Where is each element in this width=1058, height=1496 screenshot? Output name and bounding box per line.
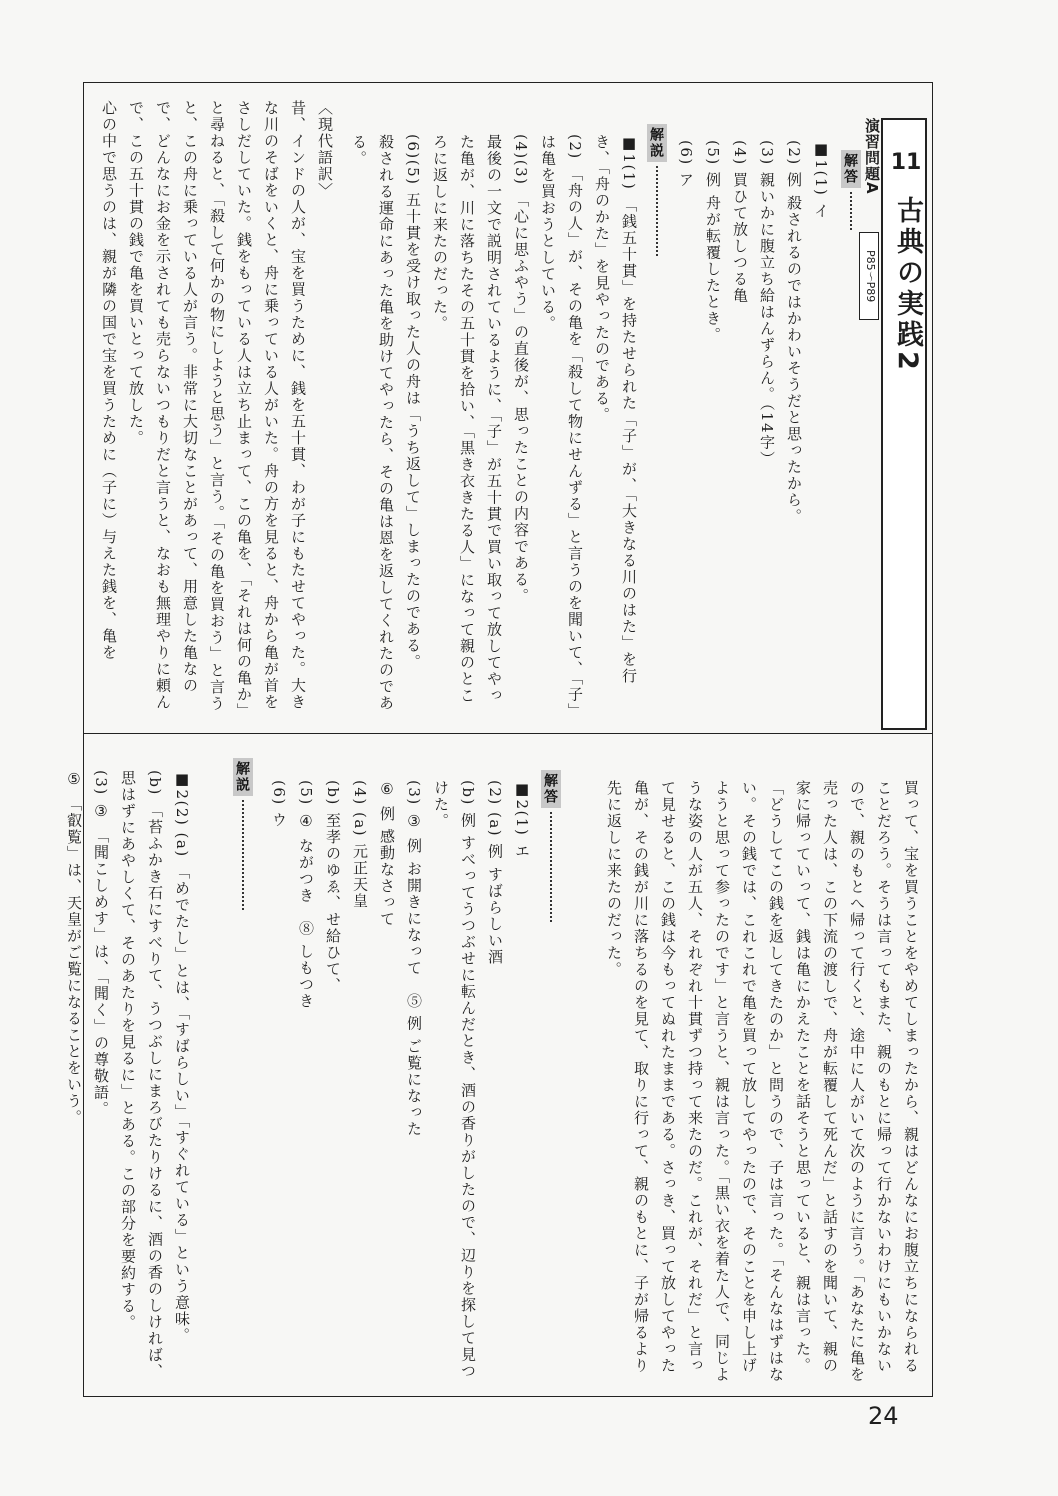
chapter-number: 11 xyxy=(890,150,922,175)
answer-label: 解答 xyxy=(841,150,861,188)
page-number: 24 xyxy=(868,1402,899,1430)
lower-commentary: ■2(2) (a) 「めでたし」とは、「すばらしい」「すぐれている」という意味。 (b) 「苔ふかき石にすべりて、うつぶしにまろびたりけるに、酒の香のしければ、思はずにあやしくて、そのあたりを見るに」とある。この部分を要約する。 (3) ③ 「聞こしめす」は、「聞く」の尊敬語。 ⑤ 「叡覧」は、天皇がご覧になることをいう。 xyxy=(65,770,191,1380)
commentary-label: 解説 xyxy=(647,124,667,162)
page-reference: P85～P89 xyxy=(859,232,879,320)
upper-commentary: ■1(1) 「銭五十貫」を持たせられた「子」が、「大きなる川のはた」を行き、「舟のかた」を見やったのである。 (2) 「舟の人」が、その亀を「殺して物にせんずる」と言うのを聞いて、「子」は亀を買おうとしている。 (4)(3) 「心に思ふやう」の直後が、思ったことの内容である。 最後の一文で説明されているように、「子」が五十貫で買い取って放してやった亀が、川に落ちたその五十貫を拾い、「黒き衣きたる人」になって親のところに返しに来たのだった。 (6)(5) 五十貫を受け取った人の舟は「うち返して」しまったのである。 殺される運命にあった亀を助けてやったら、その亀は恩を返してくれたのである。 xyxy=(350,134,638,713)
section-divider xyxy=(83,733,933,734)
upper-answers: ■1(1) イ (2) 例 殺されるのではかわいそうだと思ったから。 (3) 親いかに腹立ち給はんずらん。（14字） (4) 買ひて放しつる亀 (5) 例 舟が転覆したとき。 (6) ア xyxy=(677,140,830,525)
upper-translation: 〈現代語訳〉 昔、インドの人が、宝を買うために、銭を五十貫、わが子にもたせてやった。大きな川のそばをいくと、舟に乗っている人がいた。舟の方を見ると、舟から亀が首をさしだしていた。銭をもっている人は立ち止まって、この亀を、「それは何の亀か」と尋ねると、「殺して何かの物にしようと思う」と言う。「その亀を買おう」と言うと、この舟に乗っている人が言う。非常に大切なことがあって、用意した亀なので、どんなにお金を示されても売らないつもりだと言うと、なおも無理やりに頼んで、この五十貫の銭で亀を買いとって放した。 心の中で思うのは、親が隣の国で宝を買うために（子に）与えた銭を、亀を xyxy=(100,100,334,720)
answer-dots xyxy=(850,192,856,230)
commentary-label-2: 解説 xyxy=(233,758,253,796)
lower-translation: 買って、宝を買うことをやめてしまったから、親はどんなにお腹立ちになられることだろう。そうは言ってもまた、親のもとに帰って行かないわけにもいかないので、親のもとへ帰って行くと、途中に人がいて次のように言う。「あなたに亀を売った人は、この下流の渡しで、舟が転覆して死んだ」と話すのを聞いて、親の家に帰っていって、銭は亀にかえたことを話そうと思っていると、親は言った。「どうしてこの銭を返してきたのか」と問うので、子は言った。「そんなはずはない。その銭では、これこれで亀を買って放してやったので、そのことを申し上げようと思って参ったのです」と言うと、親は言った。「黒い衣を着た人で、同じような姿の人が五人、それぞれ十貫ずつ持って来たのだ。これが、それだ」と言って見せると、この銭は今もってぬれたままである。さっき、買って放してやった亀が、その銭が川に落ちるのを見て、取りに行って、親のもとに、子が帰るより先に返しに来たのだった。 xyxy=(605,780,920,1383)
section-heading: 演習問題A xyxy=(863,118,881,195)
lower-answers: ■2(1) エ (2) (a) 例 すばらしい酒 (b) 例 すべってうつぶせに転んだとき、酒の香りがしたので、辺りを探して見つけた。 (3) ③ 例 お開きになって ⑤ 例 ご覧になった ⑥ 例 感動なさって (4) (a) 元正天皇 (b) 至孝のゆゑ、せ給ひて、 (5) ④ ながつき ⑧ しもつき (6) ウ xyxy=(270,780,531,1380)
commentary-dots-2 xyxy=(242,800,248,910)
commentary-dots xyxy=(656,166,662,256)
answer-label-2: 解答 xyxy=(541,770,561,808)
chapter-title: 古典の実践2 xyxy=(892,196,923,374)
answer-dots-2 xyxy=(550,812,556,922)
